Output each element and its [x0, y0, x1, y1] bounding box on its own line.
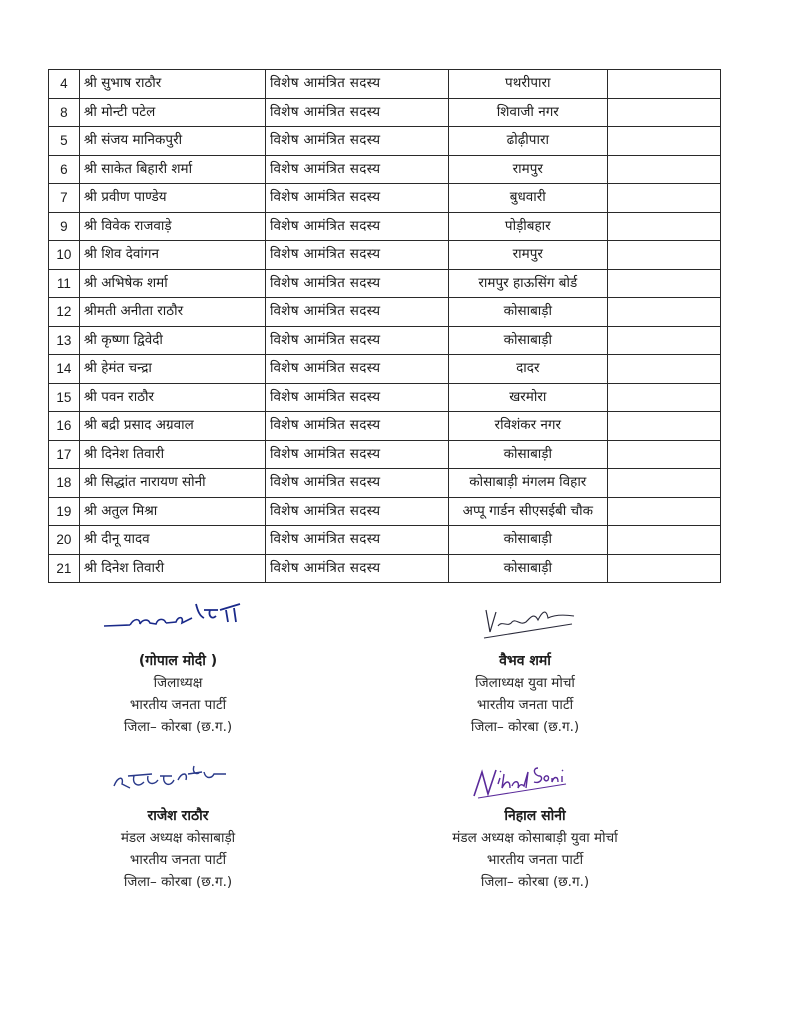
row-number: 17	[49, 440, 80, 469]
blank-cell	[607, 412, 720, 441]
member-role: विशेष आमंत्रित सदस्य	[265, 212, 448, 241]
member-area: खरमोरा	[448, 383, 607, 412]
row-number: 5	[49, 127, 80, 156]
members-table-body	[49, 70, 721, 583]
blank-cell	[607, 326, 720, 355]
blank-cell	[607, 440, 720, 469]
table-row	[49, 469, 721, 498]
member-role: विशेष आमंत्रित सदस्य	[265, 526, 448, 555]
blank-cell	[607, 269, 720, 298]
row-number: 15	[49, 383, 80, 412]
blank-cell	[607, 155, 720, 184]
table-row	[49, 383, 721, 412]
blank-cell	[607, 469, 720, 498]
member-name: श्री दिनेश तिवारी	[79, 554, 265, 583]
signatory-org: भारतीय जनता पार्टी	[476, 697, 574, 713]
signature-rajesh-rathore	[108, 758, 228, 796]
blank-cell	[607, 127, 720, 156]
blank-cell	[607, 554, 720, 583]
table-row	[49, 241, 721, 270]
row-number: 20	[49, 526, 80, 555]
signatory-title: मंडल अध्यक्ष कोसाबाड़ी युवा मोर्चा	[452, 830, 618, 846]
member-area: पथरीपारा	[448, 70, 607, 99]
member-name: श्रीमती अनीता राठौर	[79, 298, 265, 327]
member-area: रामपुर हाऊसिंग बोर्ड	[448, 269, 607, 298]
member-role: विशेष आमंत्रित सदस्य	[265, 241, 448, 270]
table-row	[49, 70, 721, 99]
member-role: विशेष आमंत्रित सदस्य	[265, 554, 448, 583]
member-name: श्री शिव देवांगन	[79, 241, 265, 270]
member-name: श्री हेमंत चन्द्रा	[79, 355, 265, 384]
member-area: पोड़ीबहार	[448, 212, 607, 241]
row-number: 16	[49, 412, 80, 441]
signatory-name: (गोपाल मोदी )	[138, 653, 218, 669]
member-name: श्री बद्री प्रसाद अग्रवाल	[79, 412, 265, 441]
signatory-block-rajesh	[58, 805, 298, 893]
table-row	[49, 127, 721, 156]
member-area: रामपुर	[448, 155, 607, 184]
signatory-name: निहाल सोनी	[504, 808, 566, 824]
table-row	[49, 269, 721, 298]
signatory-title: मंडल अध्यक्ष कोसाबाड़ी	[120, 830, 236, 846]
table-row	[49, 526, 721, 555]
member-role: विशेष आमंत्रित सदस्य	[265, 127, 448, 156]
row-number: 9	[49, 212, 80, 241]
signatory-org: भारतीय जनता पार्टी	[129, 697, 227, 713]
row-number: 13	[49, 326, 80, 355]
member-area: दादर	[448, 355, 607, 384]
row-number: 4	[49, 70, 80, 99]
member-role: विशेष आमंत्रित सदस्य	[265, 269, 448, 298]
table-row	[49, 298, 721, 327]
signatory-title: जिलाध्यक्ष युवा मोर्चा	[475, 675, 575, 691]
blank-cell	[607, 70, 720, 99]
blank-cell	[607, 497, 720, 526]
row-number: 21	[49, 554, 80, 583]
member-name: श्री पवन राठौर	[79, 383, 265, 412]
member-role: विशेष आमंत्रित सदस्य	[265, 184, 448, 213]
row-number: 19	[49, 497, 80, 526]
table-row	[49, 184, 721, 213]
table-row	[49, 98, 721, 127]
member-name: श्री मोन्टी पटेल	[79, 98, 265, 127]
blank-cell	[607, 298, 720, 327]
member-role: विशेष आमंत्रित सदस्य	[265, 440, 448, 469]
member-name: श्री सिद्धांत नारायण सोनी	[79, 469, 265, 498]
member-role: विशेष आमंत्रित सदस्य	[265, 383, 448, 412]
member-area: कोसाबाड़ी मंगलम विहार	[448, 469, 607, 498]
blank-cell	[607, 526, 720, 555]
signatory-block-nihal	[405, 805, 665, 893]
member-role: विशेष आमंत्रित सदस्य	[265, 298, 448, 327]
row-number: 12	[49, 298, 80, 327]
member-area: बुधवारी	[448, 184, 607, 213]
blank-cell	[607, 184, 720, 213]
signatory-district: जिला– कोरबा (छ.ग.)	[470, 719, 580, 735]
member-area: कोसाबाड़ी	[448, 326, 607, 355]
signature-gopal-modi	[100, 596, 250, 636]
table-row	[49, 497, 721, 526]
member-area: कोसाबाड़ी	[448, 554, 607, 583]
signatory-district: जिला– कोरबा (छ.ग.)	[480, 874, 590, 890]
member-area: रविशंकर नगर	[448, 412, 607, 441]
member-name: श्री दीनू यादव	[79, 526, 265, 555]
blank-cell	[607, 98, 720, 127]
row-number: 8	[49, 98, 80, 127]
blank-cell	[607, 241, 720, 270]
member-role: विशेष आमंत्रित सदस्य	[265, 497, 448, 526]
member-name: श्री अतुल मिश्रा	[79, 497, 265, 526]
member-name: श्री सुभाष राठौर	[79, 70, 265, 99]
member-role: विशेष आमंत्रित सदस्य	[265, 355, 448, 384]
blank-cell	[607, 383, 720, 412]
member-area: कोसाबाड़ी	[448, 526, 607, 555]
signatory-title: जिलाध्यक्ष	[153, 675, 203, 691]
signatory-org: भारतीय जनता पार्टी	[486, 852, 584, 868]
signatory-district: जिला– कोरबा (छ.ग.)	[123, 719, 233, 735]
row-number: 11	[49, 269, 80, 298]
member-role: विशेष आमंत्रित सदस्य	[265, 70, 448, 99]
member-name: श्री साकेत बिहारी शर्मा	[79, 155, 265, 184]
member-name: श्री दिनेश तिवारी	[79, 440, 265, 469]
member-area: शिवाजी नगर	[448, 98, 607, 127]
signatory-name: राजेश राठौर	[147, 808, 209, 824]
member-name: श्री अभिषेक शर्मा	[79, 269, 265, 298]
member-area: अप्पू गार्डन सीएसईबी चौक	[448, 497, 607, 526]
row-number: 18	[49, 469, 80, 498]
member-role: विशेष आमंत्रित सदस्य	[265, 469, 448, 498]
member-role: विशेष आमंत्रित सदस्य	[265, 98, 448, 127]
row-number: 10	[49, 241, 80, 270]
signature-vaibhav-sharma	[480, 598, 580, 640]
member-role: विशेष आमंत्रित सदस्य	[265, 412, 448, 441]
member-role: विशेष आमंत्रित सदस्य	[265, 326, 448, 355]
row-number: 6	[49, 155, 80, 184]
table-row	[49, 412, 721, 441]
member-name: श्री विवेक राजवाड़े	[79, 212, 265, 241]
table-row	[49, 554, 721, 583]
member-area: रामपुर	[448, 241, 607, 270]
blank-cell	[607, 212, 720, 241]
table-row	[49, 212, 721, 241]
row-number: 7	[49, 184, 80, 213]
signatory-org: भारतीय जनता पार्टी	[129, 852, 227, 868]
table-row	[49, 355, 721, 384]
member-area: ढोढ़ीपारा	[448, 127, 607, 156]
signature-nihal-soni	[470, 758, 570, 800]
signatory-block-vaibhav	[405, 650, 645, 738]
member-name: श्री कृष्णा द्विवेदी	[79, 326, 265, 355]
member-area: कोसाबाड़ी	[448, 440, 607, 469]
table-row	[49, 440, 721, 469]
member-name: श्री प्रवीण पाण्डेय	[79, 184, 265, 213]
member-area: कोसाबाड़ी	[448, 298, 607, 327]
signatory-name: वैभव शर्मा	[499, 653, 551, 669]
row-number: 14	[49, 355, 80, 384]
signatory-block-gopal	[58, 650, 298, 738]
signatory-district: जिला– कोरबा (छ.ग.)	[123, 874, 233, 890]
member-name: श्री संजय मानिकपुरी	[79, 127, 265, 156]
members-table	[48, 69, 721, 583]
blank-cell	[607, 355, 720, 384]
table-row	[49, 326, 721, 355]
member-role: विशेष आमंत्रित सदस्य	[265, 155, 448, 184]
table-row	[49, 155, 721, 184]
